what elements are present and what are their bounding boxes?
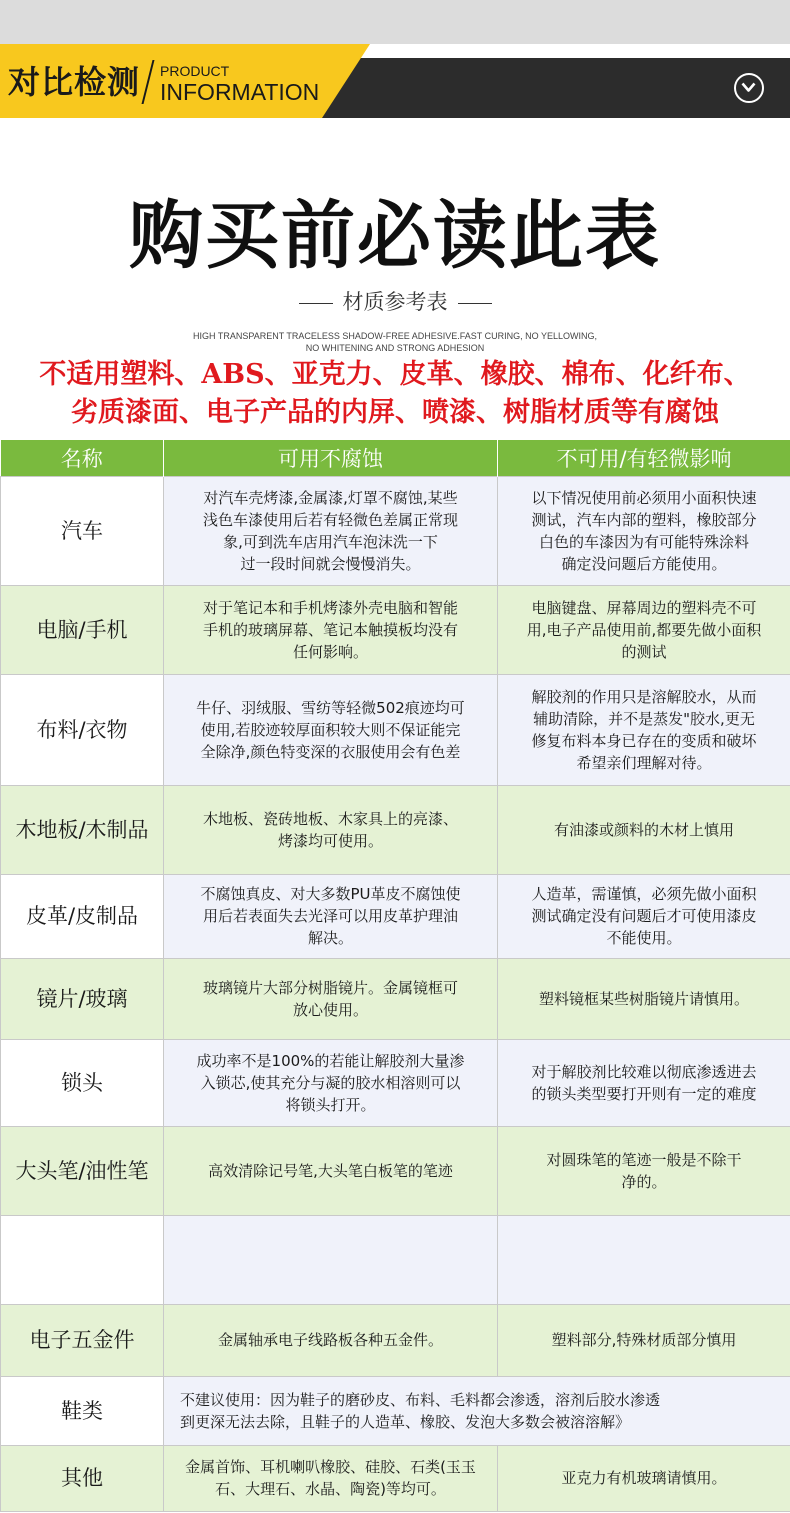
usable-line: 石、大理石、水晶、陶瓷)等均可。 [215, 1480, 446, 1498]
merged-note-line: 不建议使用：因为鞋子的磨砂皮、布料、毛料都会渗透，溶剂后胶水渗透 [180, 1390, 661, 1409]
usable-cell [164, 785, 498, 874]
usable-line: 手机的玻璃屏幕、笔记本触摸板均没有 [202, 620, 458, 639]
material-name: 其他 [1, 1445, 164, 1511]
page-title: 购买前必读此表 [129, 193, 661, 279]
unusable-line: 净的。 [621, 1172, 667, 1191]
unusable-line: 确定没问题后方能使用。 [561, 554, 727, 573]
english-description [0, 330, 790, 354]
usable-line: 高效清除记号笔,大头笔白板笔的笔迹 [208, 1161, 453, 1180]
english-line-2: NO WHITENING AND STRONG ADHESION [305, 343, 485, 353]
material-name: 大头笔/油性笔 [1, 1126, 164, 1215]
banner-title-en-1: PRODUCT [160, 63, 230, 79]
usable-line: 任何影响。 [292, 642, 368, 661]
usable-line: 过一段时间就会慢慢消失。 [240, 554, 421, 573]
table-row [1, 1039, 790, 1126]
usable-line: 牛仔、羽绒服、雪纺等轻微502痕迹均可 [196, 698, 465, 717]
top-gray-strip [0, 0, 790, 44]
unusable-cell [498, 585, 790, 674]
unusable-line: 不能使用。 [606, 929, 682, 947]
table-row [1, 1445, 790, 1511]
usable-line: 使用,若胶迹较厚面积较大则不保证能完 [200, 720, 461, 739]
material-name [1, 1215, 164, 1304]
subtitle [0, 288, 790, 316]
material-name: 汽车 [1, 476, 164, 585]
unusable-cell [498, 674, 790, 785]
usable-cell [164, 674, 498, 785]
usable-cell [164, 958, 498, 1039]
usable-cell [164, 1304, 498, 1376]
usable-cell [164, 476, 498, 585]
material-name: 锁头 [1, 1039, 164, 1126]
subtitle-text: 材质参考表 [342, 290, 448, 314]
unusable-line: 白色的车漆因为有可能特殊涂料 [538, 532, 749, 551]
header-unusable: 不可用/有轻微影响 [498, 440, 790, 476]
usable-line: 对于笔记本和手机烤漆外壳电脑和智能 [202, 598, 458, 617]
unusable-line: 电脑键盘、屏幕周边的塑料壳不可 [531, 598, 757, 617]
usable-line: 用后若表面失去光泽可以用皮革护理油 [202, 907, 458, 925]
material-name: 电脑/手机 [1, 585, 164, 674]
material-name: 电子五金件 [1, 1304, 164, 1376]
table-row [1, 874, 790, 958]
unusable-cell [498, 785, 790, 874]
unusable-line: 的测试 [621, 642, 667, 661]
usable-line: 烤漆均可使用。 [277, 831, 383, 850]
material-table [0, 440, 790, 1512]
usable-line: 玻璃镜片大部分树脂镜片。金属镜框可 [202, 978, 458, 997]
table-row [1, 958, 790, 1039]
usable-line: 放心使用。 [292, 1000, 368, 1019]
chevron-down-icon [741, 82, 756, 93]
unusable-line: 有油漆或颜料的木材上慎用 [553, 820, 734, 839]
table-row [1, 1215, 790, 1304]
table-row [1, 585, 790, 674]
header-name: 名称 [1, 440, 164, 476]
usable-line: 入锁芯,使其充分与凝的胶水相溶则可以 [200, 1073, 461, 1092]
unusable-line: 以下情况使用前必须用小面积快速 [531, 488, 757, 507]
unusable-line: 测试确定没有问题后才可使用漆皮 [531, 907, 757, 925]
usable-line: 不腐蚀真皮、对大多数PU革皮不腐蚀使 [200, 885, 461, 903]
unusable-line: 用,电子产品使用前,都要先做小面积 [526, 620, 762, 639]
usable-line: 金属首饰、耳机喇叭橡胶、硅胶、石类(玉玉 [185, 1458, 476, 1476]
english-line-1: HIGH TRANSPARENT TRACELESS SHADOW-FREE ADHESIVE.FAST CURING, NO YELLOWING, [193, 331, 597, 341]
table-row [1, 1126, 790, 1215]
unusable-line: 测试，汽车内部的塑料，橡胶部分 [531, 510, 757, 529]
usable-line: 将锁头打开。 [285, 1095, 376, 1114]
material-name: 皮革/皮制品 [1, 874, 164, 958]
warning-line-1: 不适用塑料、ABS、亚克力、皮革、橡胶、棉布、化纤布、 [39, 359, 751, 390]
usable-cell [164, 1445, 498, 1511]
unusable-cell [498, 1304, 790, 1376]
unusable-line: 人造革，需谨慎，必须先做小面积 [531, 885, 757, 903]
unusable-line: 亚克力有机玻璃请慎用。 [561, 1469, 727, 1487]
unusable-line: 修复布料本身已存在的变质和破坏 [531, 731, 757, 750]
table-row [1, 674, 790, 785]
merged-note [164, 1376, 790, 1445]
unusable-line: 对圆珠笔的笔迹一般是不除干 [546, 1150, 742, 1169]
banner-title-cn: 对比检测 [8, 63, 141, 101]
subtitle-dash-right [458, 303, 492, 304]
unusable-cell [498, 1039, 790, 1126]
unusable-line: 希望亲们理解对待。 [576, 753, 712, 772]
unusable-line: 塑料镜框某些树脂镜片请慎用。 [538, 989, 749, 1008]
table-row [1, 476, 790, 585]
unusable-line: 的锁头类型要打开则有一定的难度 [531, 1084, 757, 1103]
unusable-cell [498, 476, 790, 585]
section-banner [0, 44, 790, 118]
table-row [1, 1304, 790, 1376]
usable-cell [164, 585, 498, 674]
usable-cell [164, 1215, 498, 1304]
usable-line: 对汽车壳烤漆,金属漆,灯罩不腐蚀,某些 [203, 488, 458, 507]
warning-text [0, 356, 790, 432]
table-header-row [1, 440, 790, 476]
usable-cell [164, 1039, 498, 1126]
usable-line: 解决。 [307, 929, 353, 947]
usable-line: 浅色车漆使用后若有轻微色差属正常现 [202, 510, 458, 529]
unusable-cell [498, 1126, 790, 1215]
hero-section [0, 118, 790, 440]
usable-line: 木地板、瓷砖地板、木家具上的亮漆、 [202, 809, 458, 828]
material-name: 鞋类 [1, 1376, 164, 1445]
table-row [1, 785, 790, 874]
unusable-line: 塑料部分,特殊材质部分慎用 [551, 1331, 737, 1349]
unusable-cell [498, 958, 790, 1039]
header-usable: 可用不腐蚀 [164, 440, 498, 476]
material-name: 镜片/玻璃 [1, 958, 164, 1039]
unusable-cell [498, 874, 790, 958]
unusable-cell [498, 1215, 790, 1304]
subtitle-dash-left [299, 303, 333, 304]
banner-title-en-2: INFORMATION [160, 79, 320, 105]
unusable-cell [498, 1445, 790, 1511]
unusable-line: 解胶剂的作用只是溶解胶水，从而 [531, 687, 757, 706]
usable-cell [164, 1126, 498, 1215]
expand-button[interactable] [734, 73, 764, 103]
material-name: 木地板/木制品 [1, 785, 164, 874]
usable-line: 全除净,颜色特变深的衣服使用会有色差 [200, 742, 461, 761]
usable-line: 金属轴承电子线路板各种五金件。 [217, 1331, 443, 1349]
unusable-line: 辅助清除，并不是蒸发"胶水,更无 [533, 709, 755, 728]
usable-line: 成功率不是100%的若能让解胶剂大量渗 [196, 1051, 465, 1070]
usable-cell [164, 874, 498, 958]
warning-line-2: 劣质漆面、电子产品的内屏、喷漆、树脂材质等有腐蚀 [71, 397, 719, 428]
merged-note-line: 到更深无法去除，且鞋子的人造革、橡胶、发泡大多数会被溶溶解》 [180, 1412, 631, 1431]
unusable-line: 对于解胶剂比较难以彻底渗透进去 [531, 1062, 757, 1081]
table-row [1, 1376, 790, 1445]
material-name: 布料/衣物 [1, 674, 164, 785]
usable-line: 象,可到洗车店用汽车泡沫洗一下 [223, 532, 438, 551]
